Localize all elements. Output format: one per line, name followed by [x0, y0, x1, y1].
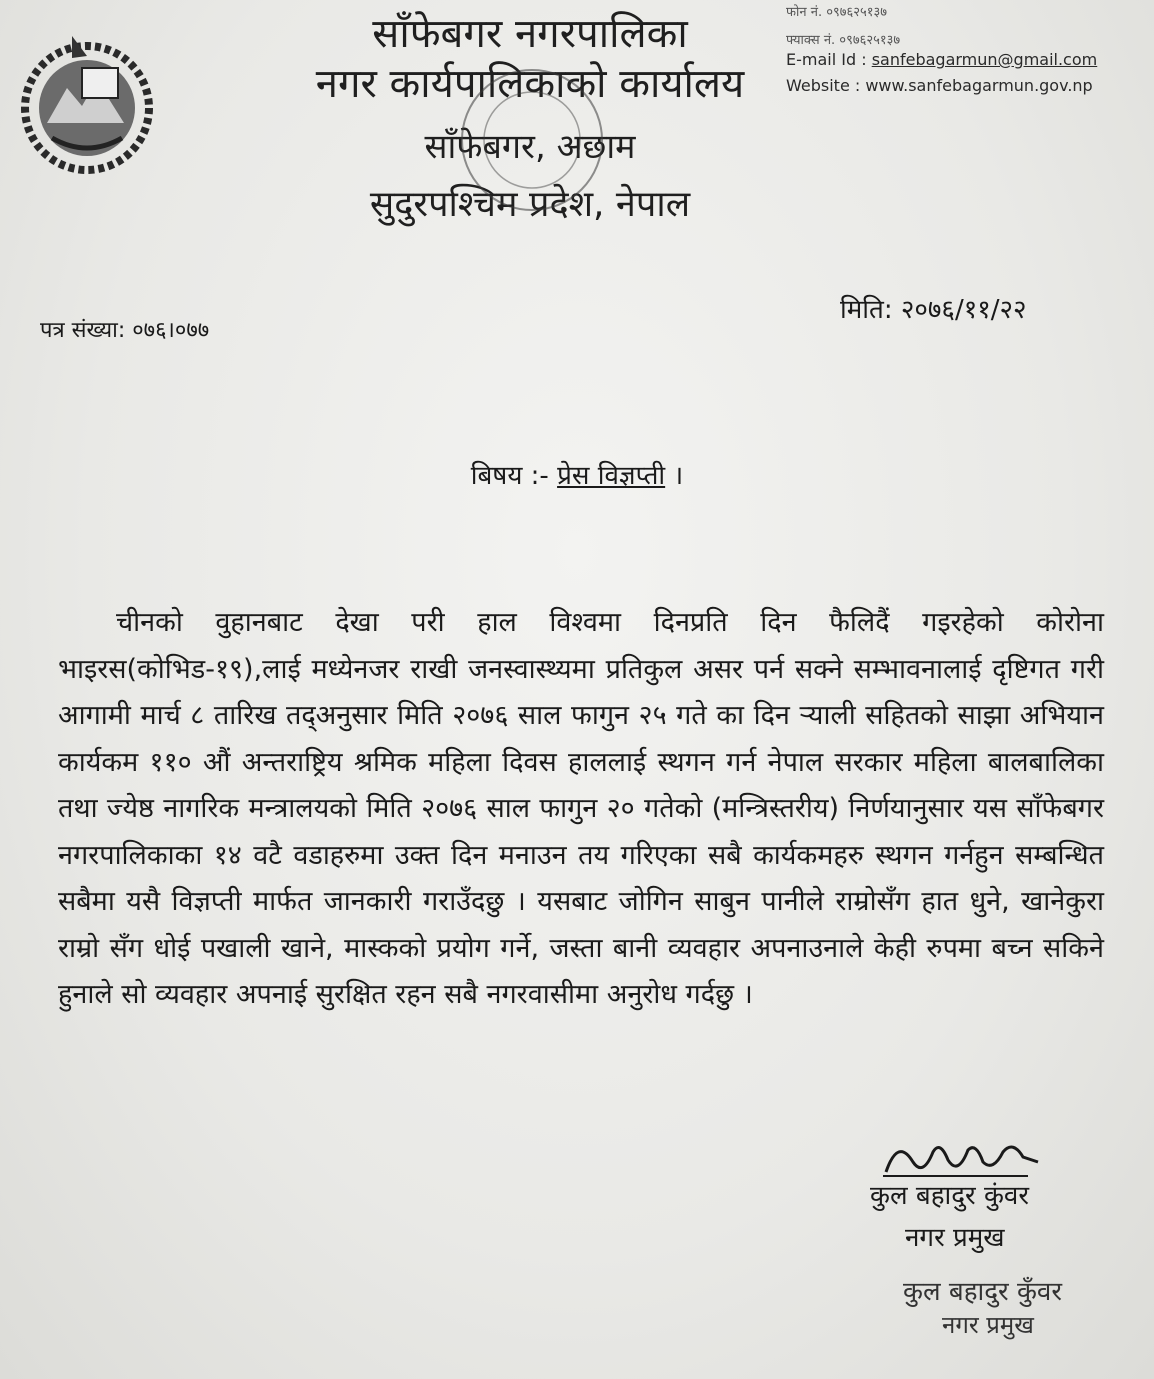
- letter-body: चीनको वुहानबाट देखा परी हाल विश्वमा दिनप्रति दिन फैलिदैं गइरहेको कोरोना भाइरस(कोभिड-१९),लाई मध्येनजर राखी जनस्वास्थ्यमा प्रतिकुल असर पर्न सक्ने सम्भावनालाई दृष्टिगत गरी आगामी मार्च ८ तारिख तद्अनुसार मिति २०७६ साल फागुन २५ गते का दिन र्‍याली सहितको साझा अभियान कार्यकम ११० औं अन्तराष्ट्रिय श्रमिक महिला दिवस हाललाई स्थगन गर्न नेपाल सरकार महिला बालबालिका तथा ज्येष्ठ नागरिक मन्त्रालयको मिति २०७६ साल फागुन २० गतेको (मन्त्रिस्तरीय) निर्णयानुसार यस साँफेबगर नगरपालिकाका १४ वटै वडाहरुमा उक्त दिन मनाउन तय गरिएका सबै कार्यकमहरु स्थगन गर्नहुन सम्बन्धित सबैमा यसै विज्ञप्ती मार्फत जानकारी गराउँदछु । यसबाट जोगिन साबुन पानीले राम्रोसँग हात धुने, खानेकुरा राम्रो सँग धोई पखाली खाने, मास्कको प्रयोग गर्ने, जस्ता बानी व्यवहार अपनाउनाले केही रुपमा बच्न सकिने हुनाले सो व्यवहार अपनाई सुरक्षित रहन सबै नगरवासीमा अनुरोध गर्दछु ।: [58, 607, 1104, 1010]
- email-line: [786, 50, 1097, 69]
- municipality-seal-icon: [432, 40, 632, 240]
- nepal-emblem-icon: [12, 28, 162, 178]
- email-label: E-mail Id :: [786, 50, 872, 69]
- municipality-name: साँफेबगर नगरपालिका: [372, 11, 688, 57]
- phone-number: फोन नं. ०९७६२५१३७: [786, 5, 888, 20]
- subject-label: बिषय :-: [470, 461, 558, 491]
- office-name: नगर कार्यपालिकाको कार्यालय: [315, 61, 745, 107]
- signature-icon: [878, 1132, 1048, 1182]
- website-line[interactable]: Website : www.sanfebagarmun.gov.np: [786, 76, 1093, 95]
- letter-subject: [0, 456, 1154, 492]
- subject-end: ।: [665, 461, 684, 491]
- letter-date: मिति: २०७६/११/२२: [840, 295, 1027, 325]
- fax-number: फ्याक्स नं. ०९७६२५१३७: [786, 33, 901, 48]
- stamp-name: कुल बहादुर कुँवर: [903, 1277, 1063, 1307]
- subject-text: प्रेस विज्ञप्ती: [557, 461, 666, 491]
- signatory-name: कुल बहादुर कुंवर: [870, 1181, 1030, 1211]
- letter-reference: पत्र संख्या: ०७६।०७७: [40, 318, 210, 343]
- signatory-title: नगर प्रमुख: [905, 1223, 1005, 1253]
- province-country: सुदुरपश्चिम प्रदेश, नेपाल: [369, 184, 691, 225]
- stamp-title: नगर प्रमुख: [942, 1311, 1034, 1339]
- email-link[interactable]: sanfebagarmun@gmail.com: [871, 50, 1098, 69]
- office-location: साँफेबगर, अछाम: [424, 127, 636, 167]
